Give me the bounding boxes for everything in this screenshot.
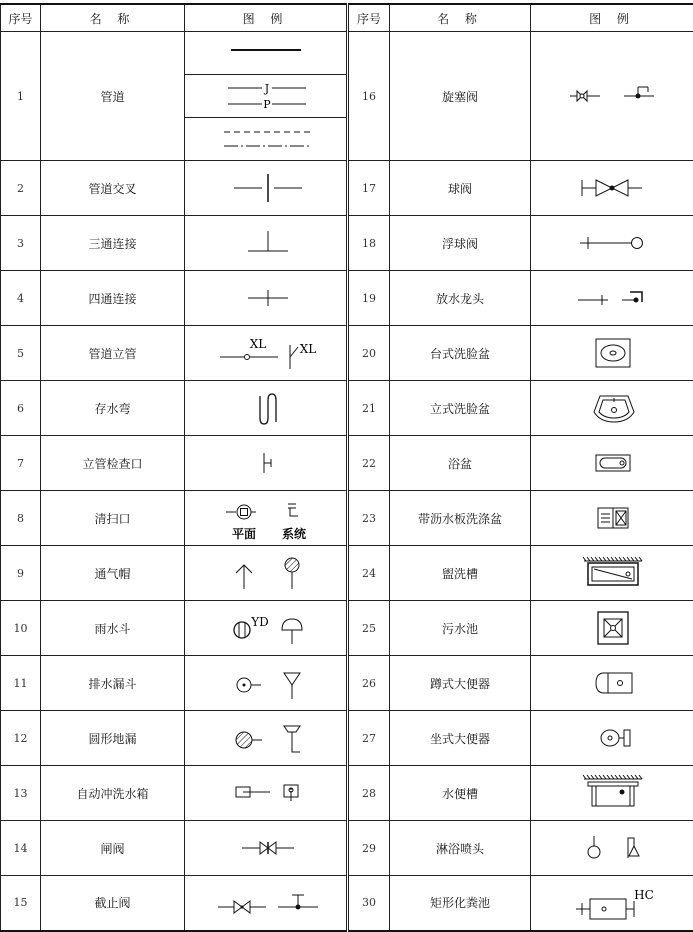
row-number: 5 [1,326,41,381]
sitting-toilet-icon [532,716,692,760]
item-name: 存水弯 [41,381,185,436]
item-name: 自动冲洗水箱 [41,766,185,821]
item-name: 污水池 [390,601,531,656]
header-index: 序号 [1,4,41,32]
legend-cell [531,601,693,656]
table-row [1,216,693,271]
xl-label: XL [249,337,266,351]
legend-cell [531,766,693,821]
globe-valve-icon [186,881,346,925]
bathtub-icon [532,443,692,483]
legend-cell [185,161,348,216]
legend-cell [185,546,348,601]
septic-tank-icon [532,881,692,925]
legend-cell [185,876,348,931]
item-name: 浴盆 [390,436,531,491]
legend-cell [185,491,348,546]
item-name: 雨水斗 [41,601,185,656]
item-name: 水便槽 [390,766,531,821]
table-row [1,766,693,821]
table-row [1,271,693,326]
legend-cell [185,381,348,436]
row-number: 13 [1,766,41,821]
j-label: J [263,82,268,95]
table-row [1,821,693,876]
row-number: 1 [1,32,41,161]
item-name: 台式洗脸盆 [390,326,531,381]
row-number: 30 [348,876,390,931]
xl-label: XL [299,342,316,356]
legend-cell [531,491,693,546]
legend-cell [185,326,348,381]
row-number: 11 [1,656,41,711]
header-legend: 图 例 [185,4,348,32]
gate-valve-icon [186,828,346,868]
legend-cell [185,821,348,876]
header-legend: 图 例 [531,4,693,32]
row-number: 2 [1,161,41,216]
header-name: 名 称 [390,4,531,32]
row-number: 21 [348,381,390,436]
row-number: 19 [348,271,390,326]
flush-tank-icon [186,771,346,815]
pipe-symbol-dashed [185,118,346,160]
plug-valve-icon [532,76,692,116]
pedestal-washbasin-icon [532,386,692,430]
pipe-crossing-icon [186,168,346,208]
shower-head-icon [532,826,692,870]
table-row [1,601,693,656]
item-name: 清扫口 [41,491,185,546]
drain-funnel-icon [186,661,346,705]
pipe-symbol-solid [185,32,346,75]
mop-sink-icon [532,606,692,650]
item-name: 截止阀 [41,876,185,931]
item-name: 蹲式大便器 [390,656,531,711]
hc-label: HC [634,888,654,902]
legend-cell [185,216,348,271]
row-number: 3 [1,216,41,271]
legend-cell [185,32,348,161]
row-number: 28 [348,766,390,821]
table-row [1,326,693,381]
legend-cell [185,711,348,766]
item-name: 圆形地漏 [41,711,185,766]
row-number: 29 [348,821,390,876]
item-name: 带沥水板洗涤盆 [390,491,531,546]
item-name: 管道 [41,32,185,161]
row-number: 7 [1,436,41,491]
row-number: 14 [1,821,41,876]
header-index: 序号 [348,4,390,32]
table-row [1,436,693,491]
row-number: 27 [348,711,390,766]
legend-cell [531,821,693,876]
item-name: 立式洗脸盆 [390,381,531,436]
table-row [1,711,693,766]
legend-cell [531,161,693,216]
sink-drainboard-icon [532,498,692,538]
riser-pipe-icon [186,331,346,375]
legend-cell [531,436,693,491]
legend-cell [531,32,693,161]
cross-connection-icon [186,278,346,318]
row-number: 9 [1,546,41,601]
item-name: 三通连接 [41,216,185,271]
item-name: 通气帽 [41,546,185,601]
rain-hopper-icon [186,606,346,650]
row-number: 10 [1,601,41,656]
row-number: 12 [1,711,41,766]
item-name: 立管检查口 [41,436,185,491]
legend-cell [531,711,693,766]
legend-cell [185,436,348,491]
item-name: 矩形化粪池 [390,876,531,931]
cleanout-plug-icon [186,494,346,542]
legend-cell [185,766,348,821]
symbol-legend-table [0,3,693,932]
legend-cell [531,271,693,326]
table-row [1,546,693,601]
item-name: 旋塞阀 [390,32,531,161]
legend-cell [531,656,693,711]
legend-cell [531,876,693,931]
row-number: 26 [348,656,390,711]
urinal-trough-icon [532,771,692,815]
legend-cell [185,656,348,711]
table-row [1,491,693,546]
item-name: 浮球阀 [390,216,531,271]
legend-cell [531,216,693,271]
legend-cell [531,546,693,601]
tee-connection-icon [186,223,346,263]
item-name: 盥洗槽 [390,546,531,601]
pipe-symbol-labeled [185,75,346,118]
item-name: 闸阀 [41,821,185,876]
row-number: 25 [348,601,390,656]
header-name: 名 称 [41,4,185,32]
item-name: 管道交叉 [41,161,185,216]
wash-trough-icon [532,553,692,593]
row-number: 17 [348,161,390,216]
table-row [1,876,693,931]
ball-valve-icon [532,168,692,208]
plan-label: 平面 [231,526,255,541]
legend-cell [185,271,348,326]
legend-cell [185,601,348,656]
row-number: 20 [348,326,390,381]
floor-drain-icon [186,716,346,760]
legend-cell [531,326,693,381]
row-number: 15 [1,876,41,931]
vent-cap-icon [186,551,346,595]
item-name: 排水漏斗 [41,656,185,711]
water-tap-icon [532,278,692,318]
table-row [1,32,693,161]
item-name: 管道立管 [41,326,185,381]
cleanout-icon [186,443,346,483]
trap-icon [186,386,346,430]
header-row [1,4,693,32]
row-number: 8 [1,491,41,546]
row-number: 24 [348,546,390,601]
table-row [1,656,693,711]
table-row [1,381,693,436]
legend-cell [531,381,693,436]
yd-label: YD [250,615,269,629]
row-number: 18 [348,216,390,271]
item-name: 坐式大便器 [390,711,531,766]
item-name: 放水龙头 [390,271,531,326]
squat-toilet-icon [532,661,692,705]
table-row [1,161,693,216]
row-number: 23 [348,491,390,546]
row-number: 6 [1,381,41,436]
item-name: 淋浴喷头 [390,821,531,876]
item-name: 四通连接 [41,271,185,326]
p-label: P [263,98,271,111]
row-number: 16 [348,32,390,161]
float-valve-icon [532,223,692,263]
system-label: 系统 [281,526,305,541]
counter-washbasin-icon [532,333,692,373]
item-name: 球阀 [390,161,531,216]
row-number: 22 [348,436,390,491]
row-number: 4 [1,271,41,326]
